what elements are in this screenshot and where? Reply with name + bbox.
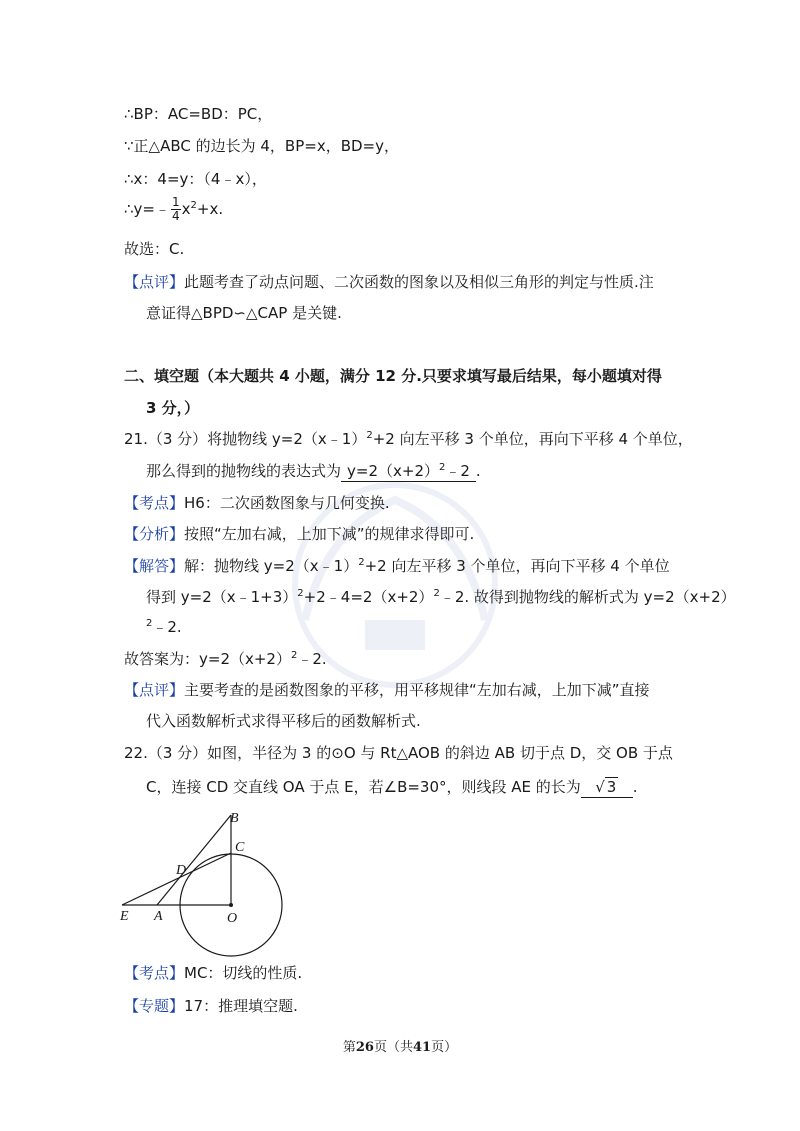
comment-line-1 xyxy=(124,272,654,292)
q21-analysis xyxy=(124,524,474,544)
q21-answer-line xyxy=(124,649,327,669)
total-pages: 41 xyxy=(413,1040,432,1055)
proof-line-3: ∴x：4=y：（4﹣x）， xyxy=(124,170,267,188)
exponent: 2 xyxy=(297,588,304,599)
answer-text: y=2（x+2） xyxy=(347,462,439,480)
answer-text-cont: ﹣2. xyxy=(297,650,327,668)
footer-text: 页） xyxy=(431,1040,458,1055)
answer-text: 3 xyxy=(606,778,617,796)
comment-line-2: 意证得△BPD∽△CAP 是关键. xyxy=(146,304,342,322)
label-o: O xyxy=(227,911,238,926)
q21-line-2 xyxy=(146,461,481,482)
proof-line-1: ∴BP：AC=BD：PC， xyxy=(124,105,273,123)
answer-text-cont: ﹣2 xyxy=(445,462,470,480)
section-heading: 二、填空题（本大题共 4 小题，满分 12 分.只要求填写最后结果，每小题填对得 xyxy=(124,367,662,385)
fraction-denominator: 4 xyxy=(172,209,180,223)
answer-text: 故答案为：y=2（x+2） xyxy=(124,650,291,668)
footer-text: 页（共 xyxy=(373,1040,413,1055)
q21-comment-line-2: 代入函数解析式求得平移后的函数解析式. xyxy=(146,712,421,730)
current-page: 26 xyxy=(355,1040,374,1055)
proof-line-4 xyxy=(124,196,223,223)
q22-subject xyxy=(124,996,298,1016)
subject-tag: 【专题】 xyxy=(124,997,185,1015)
page-footer xyxy=(0,1036,800,1055)
topic-text: H6：二次函数图象与几何变换. xyxy=(184,494,390,512)
q21-prompt: 那么得到的抛物线的表达式为 xyxy=(146,462,342,480)
exponent: 2 xyxy=(433,588,440,599)
q22-topic xyxy=(124,963,302,983)
label-a: A xyxy=(154,909,163,924)
segment-ab xyxy=(157,815,231,905)
exponent: 2 xyxy=(290,650,298,661)
comment-tag: 【点评】 xyxy=(124,681,185,699)
solution-tag: 【解答】 xyxy=(124,557,185,575)
q21-solution-line-1 xyxy=(124,556,670,576)
formula-x: x xyxy=(181,200,191,218)
label-d: D xyxy=(176,863,187,878)
subject-text: 17：推理填空题. xyxy=(184,997,298,1015)
exponent: 2 xyxy=(190,200,197,211)
formula-suffix: +x. xyxy=(196,200,224,218)
exponent: 2 xyxy=(358,557,365,568)
geometry-figure xyxy=(110,805,310,960)
solution-text: 解：抛物线 y=2（x﹣1） xyxy=(184,557,359,575)
q21-text-cont: +2 向左平移 3 个单位，再向下平移 4 个单位， xyxy=(372,430,693,448)
comment-text: 主要考查的是函数图象的平移，用平移规律“左加右减，上加下减”直接 xyxy=(184,681,650,699)
q22-line-2 xyxy=(146,777,638,798)
center-point xyxy=(229,903,233,907)
footer-text: 第 xyxy=(342,1040,356,1055)
answer-blank xyxy=(341,461,476,482)
solution-text-cont: +2 向左平移 3 个单位，再向下平移 4 个单位 xyxy=(364,557,670,575)
exponent: 2 xyxy=(146,618,153,629)
exponent: 2 xyxy=(366,430,373,441)
exponent: 2 xyxy=(439,462,446,473)
topic-tag: 【考点】 xyxy=(124,494,185,512)
choice-line: 故选：C. xyxy=(124,240,185,258)
label-c: C xyxy=(235,840,245,855)
fraction xyxy=(171,196,181,223)
q22-line-1: 22.（3 分）如图，半径为 3 的⊙O 与 Rt△AOB 的斜边 AB 切于点 D，交 OB 于点 xyxy=(124,744,673,762)
label-e: E xyxy=(120,909,129,924)
proof-line-2: ∵正△ABC 的边长为 4，BP=x，BD=y， xyxy=(124,137,399,155)
analysis-tag: 【分析】 xyxy=(124,525,185,543)
answer-blank xyxy=(581,777,633,798)
solution-text-cont: +2﹣4=2（x+2） xyxy=(303,588,434,606)
solution-text: ﹣2. xyxy=(152,618,182,636)
q21-line-1 xyxy=(124,429,693,449)
fraction-numerator: 1 xyxy=(172,195,180,209)
q21-solution-line-2 xyxy=(146,587,736,607)
q21-text: 21.（3 分）将抛物线 y=2（x﹣1） xyxy=(124,430,367,448)
analysis-text: 按照“左加右减，上加下减”的规律求得即可. xyxy=(184,525,475,543)
label-b: B xyxy=(230,811,239,826)
q22-end: . xyxy=(632,778,638,796)
topic-text: MC：切线的性质. xyxy=(184,964,303,982)
solution-text-cont: ﹣2. 故得到抛物线的解析式为 y=2（x+2） xyxy=(439,588,736,606)
q21-end: . xyxy=(475,462,481,480)
comment-tag: 【点评】 xyxy=(124,273,185,291)
q21-comment-line-1 xyxy=(124,680,650,700)
q22-prompt: C，连接 CD 交直线 OA 于点 E，若∠B=30°，则线段 AE 的长为 xyxy=(146,778,581,796)
formula-prefix: ∴y=﹣ xyxy=(124,200,170,218)
q21-topic xyxy=(124,493,390,513)
solution-text: 得到 y=2（x﹣1+3） xyxy=(146,588,298,606)
section-heading-cont: 3 分，） xyxy=(146,399,200,417)
q21-solution-line-3 xyxy=(146,617,182,637)
topic-tag: 【考点】 xyxy=(124,964,185,982)
comment-text: 此题考查了动点问题、二次函数的图象以及相似三角形的判定与性质.注 xyxy=(184,273,654,291)
sqrt-symbol: √ 3 xyxy=(595,778,617,796)
segment-ec xyxy=(122,853,231,905)
